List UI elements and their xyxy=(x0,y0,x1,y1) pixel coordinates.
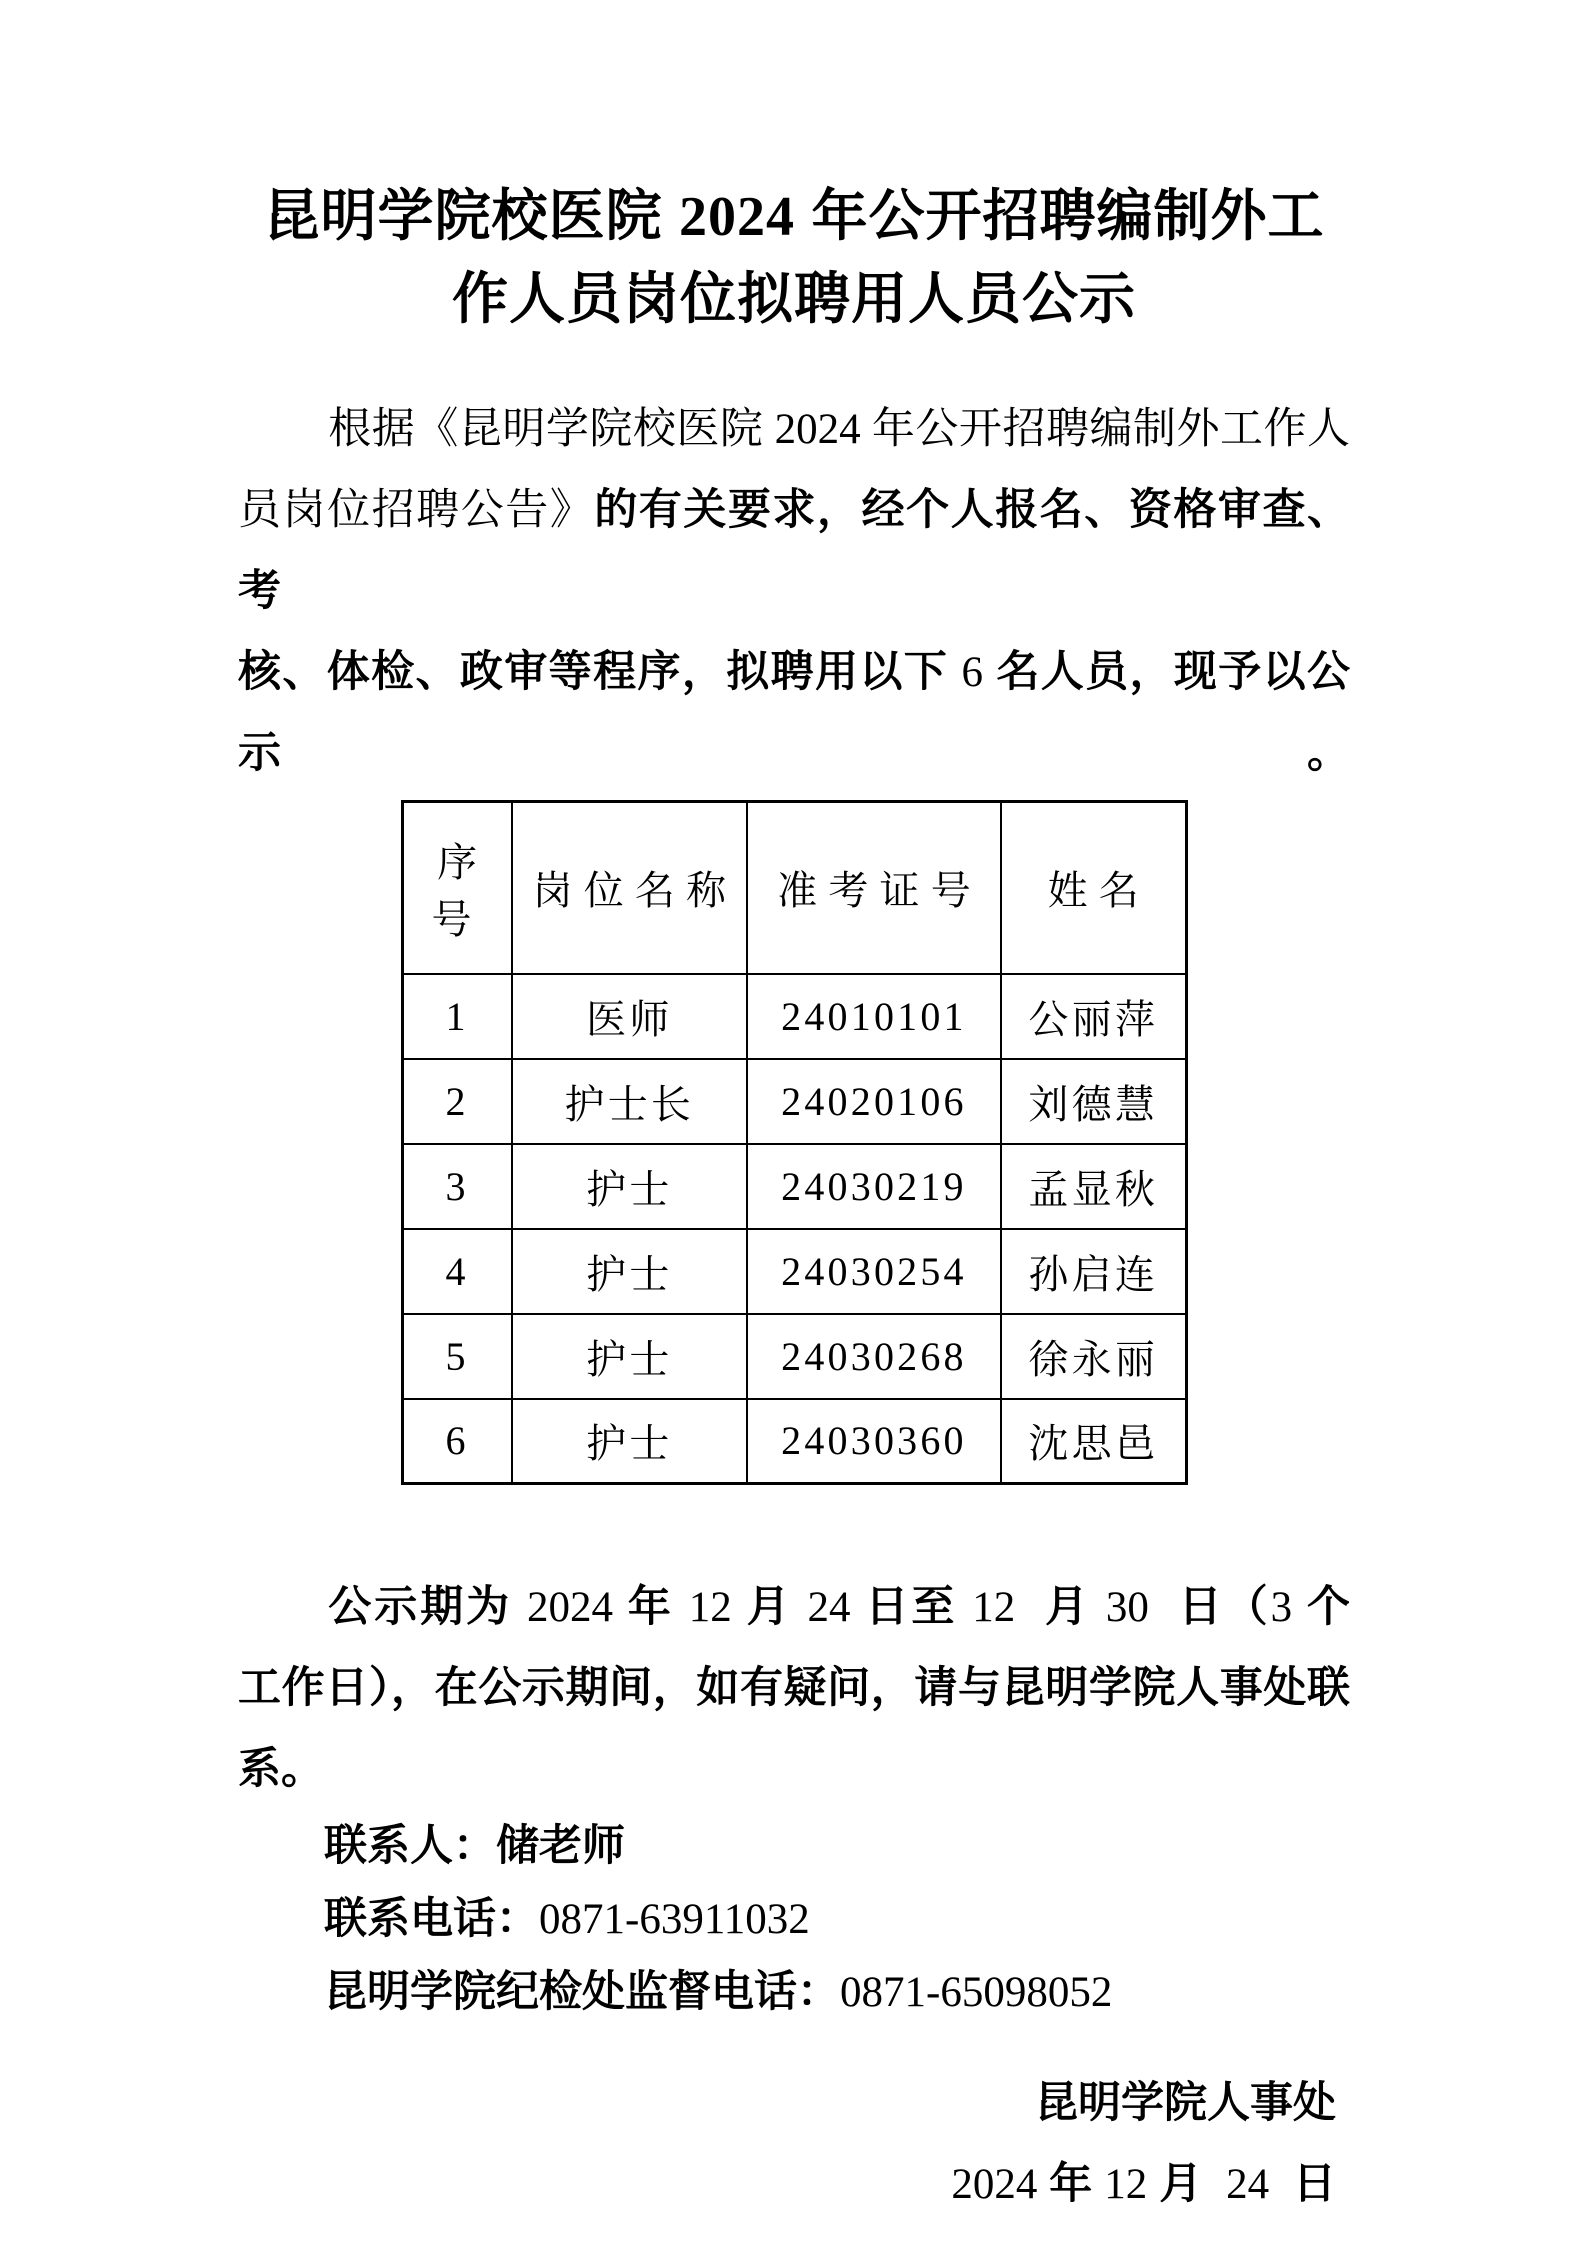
notice-line-2 xyxy=(238,1648,1350,1729)
table-cell: 2 xyxy=(402,1059,512,1144)
table-row xyxy=(402,1059,1186,1144)
text-segment: 昆明学院人事处 xyxy=(1035,2079,1336,2127)
table-header-cell-exam-no: 准考证号 xyxy=(747,802,1001,974)
text-segment: 月 xyxy=(1015,1583,1106,1631)
text-segment: 系。 xyxy=(238,1745,324,1793)
table-cell: 4 xyxy=(402,1229,512,1314)
signature-block xyxy=(238,2063,1350,2225)
text-segment: 月 xyxy=(731,1583,808,1631)
text-segment: 年公开招聘编制外工 xyxy=(795,184,1325,247)
table-row xyxy=(402,1399,1186,1484)
text-segment: 12 xyxy=(688,1584,732,1631)
text-segment: 员岗位招聘公告》 xyxy=(238,487,595,534)
text-segment: 30 xyxy=(1105,1584,1149,1631)
document-title-line-2 xyxy=(238,258,1350,340)
table-row xyxy=(402,974,1186,1059)
signature-date xyxy=(238,2144,1336,2225)
table-cell: 沈思邑 xyxy=(1001,1399,1186,1484)
table-cell: 徐永丽 xyxy=(1001,1314,1186,1399)
text-segment: 根据《昆明学院校医院 xyxy=(328,406,775,453)
table-row xyxy=(402,1314,1186,1399)
table-cell: 孟显秋 xyxy=(1001,1144,1186,1229)
table-cell: 护士 xyxy=(512,1399,747,1484)
text-segment: 年 xyxy=(1037,2160,1105,2208)
text-segment: 核、体检、政审等程序，拟聘用以下 xyxy=(238,648,962,696)
table-cell: 护士 xyxy=(512,1144,747,1229)
table-header-cell-position: 岗位名称 xyxy=(512,802,747,974)
signature-org xyxy=(238,2063,1336,2144)
table-cell: 医师 xyxy=(512,974,747,1059)
text-segment: 年公开招聘编制外工作人 xyxy=(860,406,1351,453)
text-segment: 公示期为 xyxy=(328,1583,527,1631)
recruitment-table xyxy=(401,800,1188,1485)
table-header-cell-seq: 序号 xyxy=(402,802,512,974)
text-segment: 12 xyxy=(1104,2161,1148,2208)
table-cell: 护士长 xyxy=(512,1059,747,1144)
contact-phone-line xyxy=(238,1883,1350,1956)
table-cell: 24020106 xyxy=(747,1059,1001,1144)
intro-line-2 xyxy=(238,470,1350,632)
table-cell: 护士 xyxy=(512,1229,747,1314)
text-segment: 名人员，现予以公示。 xyxy=(238,648,1351,777)
intro-paragraph xyxy=(238,390,1350,794)
text-segment: 24 xyxy=(807,1584,851,1631)
text-segment: 昆明学院校医院 xyxy=(263,184,679,247)
text-segment: 日 xyxy=(1269,2160,1336,2208)
table-cell: 公丽萍 xyxy=(1001,974,1186,1059)
text-segment: 2024 xyxy=(679,186,795,248)
text-segment: 2024 xyxy=(951,2161,1038,2208)
table-cell: 24010101 xyxy=(747,974,1001,1059)
text-segment: 月 xyxy=(1147,2160,1227,2208)
notice-line-1 xyxy=(238,1567,1350,1648)
text-segment: 12 xyxy=(972,1584,1016,1631)
intro-line-1 xyxy=(238,390,1350,470)
table-cell: 5 xyxy=(402,1314,512,1399)
table-cell: 孙启连 xyxy=(1001,1229,1186,1314)
supervision-phone-line xyxy=(238,1956,1350,2029)
text-segment: 0871-63911032 xyxy=(539,1896,810,1943)
document-title xyxy=(238,175,1350,340)
text-segment: 联系人：储老师 xyxy=(324,1822,625,1870)
text-segment: 年 xyxy=(613,1583,689,1631)
notice-paragraph xyxy=(238,1567,1350,1810)
text-segment: 6 xyxy=(961,649,983,696)
table-header-row xyxy=(402,802,1186,974)
text-segment: 日至 xyxy=(850,1583,973,1631)
document-title-line-1 xyxy=(238,175,1350,258)
table-cell: 24030268 xyxy=(747,1314,1001,1399)
table-body xyxy=(402,974,1186,1484)
contact-person-line xyxy=(238,1810,1350,1883)
table-cell: 24030360 xyxy=(747,1399,1001,1484)
table-header xyxy=(402,802,1186,974)
contact-block xyxy=(238,1810,1350,2029)
table-row xyxy=(402,1229,1186,1314)
text-segment: 日（ xyxy=(1148,1583,1271,1631)
text-segment: 工作日），在公示期间，如有疑问，请与昆明学院人事处联 xyxy=(238,1664,1350,1712)
table-cell: 6 xyxy=(402,1399,512,1484)
intro-line-3 xyxy=(238,632,1350,794)
text-segment: 作人员岗位拟聘用人员公示 xyxy=(452,267,1136,330)
table-header-cell-name: 姓名 xyxy=(1001,802,1186,974)
text-segment: 昆明学院纪检处监督电话： xyxy=(324,1968,840,2016)
table-row xyxy=(402,1144,1186,1229)
table-cell: 24030219 xyxy=(747,1144,1001,1229)
notice-line-3 xyxy=(238,1729,1350,1810)
table-cell: 24030254 xyxy=(747,1229,1001,1314)
table-cell: 刘德慧 xyxy=(1001,1059,1186,1144)
table-cell: 3 xyxy=(402,1144,512,1229)
text-segment: 个 xyxy=(1292,1583,1350,1631)
text-segment: 24 xyxy=(1226,2161,1270,2208)
text-segment: 0871-65098052 xyxy=(840,1969,1113,2016)
table-cell: 1 xyxy=(402,974,512,1059)
text-segment: 3 xyxy=(1270,1584,1293,1631)
text-segment: 的有关要求，经个人报名、资格审查、考 xyxy=(238,486,1351,615)
text-segment: 2024 xyxy=(774,406,861,453)
text-segment: 2024 xyxy=(527,1584,613,1631)
table-cell: 护士 xyxy=(512,1314,747,1399)
text-segment: 联系电话： xyxy=(324,1895,539,1943)
